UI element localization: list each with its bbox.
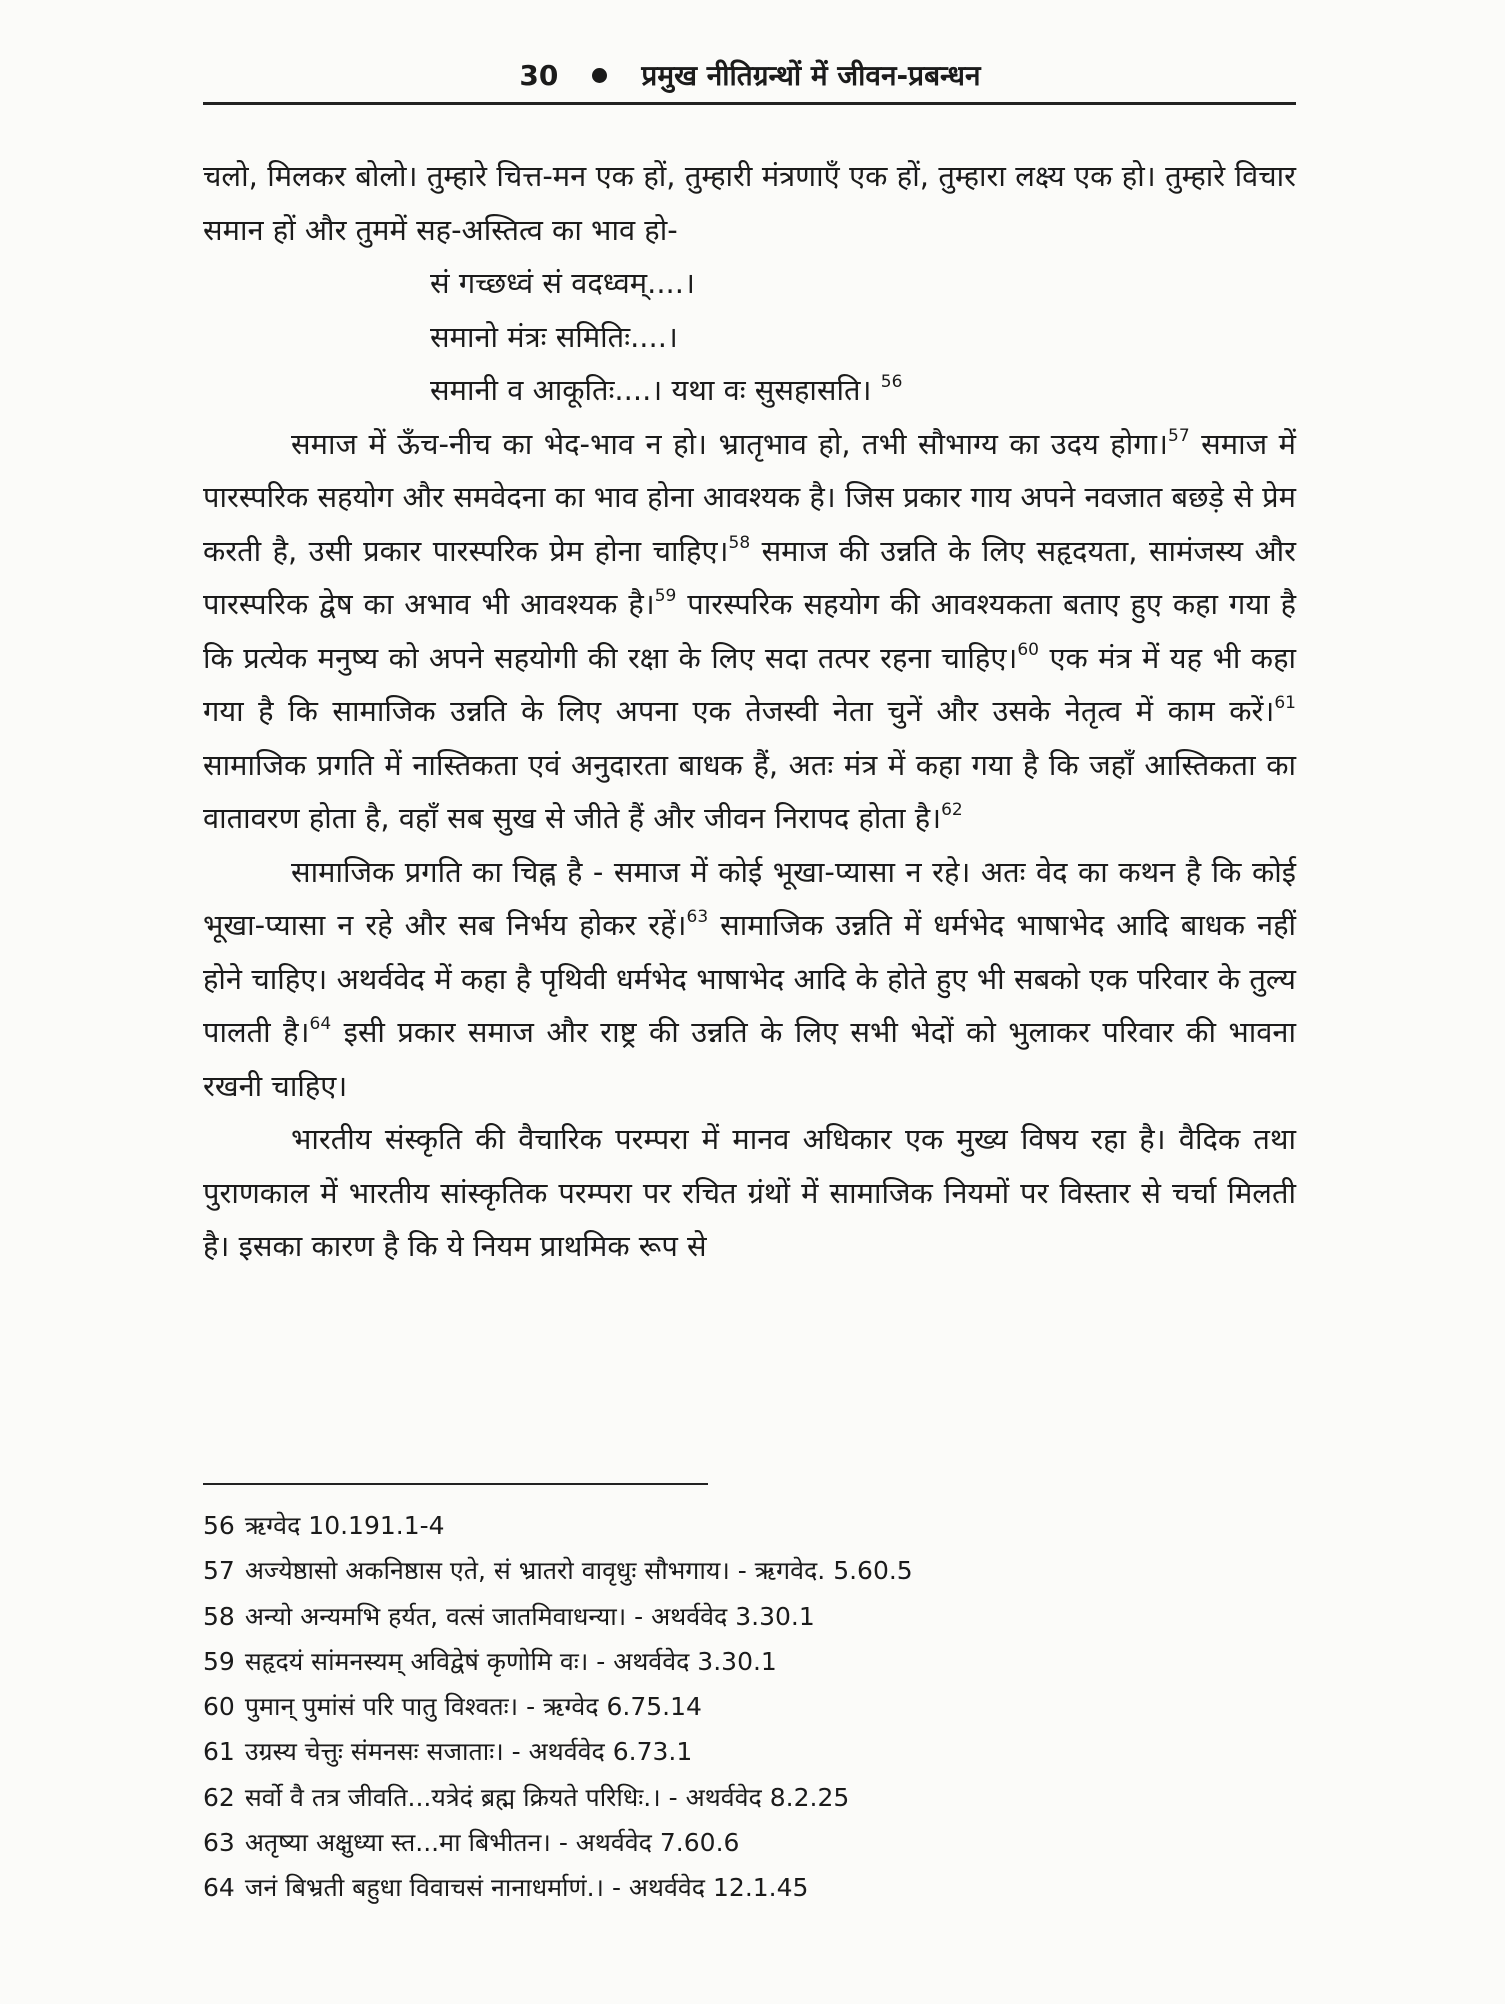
footnote: 59 सहृदयं सांमनस्यम् अविद्वेषं कृणोमि वः। - अथर्ववेद 3.30.1 xyxy=(203,1646,777,1676)
footnote-ref-58: 58 xyxy=(728,532,751,553)
paragraph-3: सामाजिक प्रगति का चिह्न है - समाज में कोई भूखा-प्यासा न रहे। अतः वेद का कथन है कि कोई भूखा-प्यासा न रहे और सब निर्भय होकर रहें।$^{63}$ सामाजिक उन्नति में धर्मभेद भाषाभेद आदि बाधक नहीं होने चाहिए। अथर्ववेद में कहा है पृथिवी धर्मभेद भाषाभेद आदि के होते हुए भी सबको एक परिवार के तुल्य पालती है।$^{64}$ इसी प्रकार समाज और राष्ट्र की उन्नति के लिए सभी भेदों को भुलाकर परिवार की भावना रखनी चाहिए। xyxy=(203,854,1297,1103)
paragraph-1: चलो, मिलकर बोलो। तुम्हारे चित्त-मन एक हों, तुम्हारी मंत्रणाएँ एक हों, तुम्हारा लक्ष्य एक हो। तुम्हारे विचार समान हों और तुममें सह-अस्तित्व का भाव हो- xyxy=(203,159,1296,247)
footnote: 62 सर्वो वै तत्र जीवति...यत्रेदं ब्रह्म क्रियते परिधिः.। - अथर्ववेद 8.2.25 xyxy=(203,1782,850,1812)
footnote-ref-62: 62 xyxy=(941,800,963,820)
bullet-dot xyxy=(592,68,607,83)
verse-line-3-text: समानी व आकूतिः....। यथा वः सुसहासति। xyxy=(430,373,872,407)
footnote: 61 उग्रस्य चेत्तुः संमनसः सजाताः। - अथर्ववेद 6.73.1 xyxy=(203,1737,693,1767)
footnote-ref-56: 56 xyxy=(880,372,903,392)
footnote-ref-57: 57 xyxy=(1168,425,1190,446)
paragraph-2: समाज में ऊँच-नीच का भेद-भाव न हो। भ्रातृभाव हो, तभी सौभाग्य का उदय होगा।$^{57}$ समाज में पारस्परिक सहयोग और समवेदना का भाव होना आवश्यक है। जिस प्रकार गाय अपने नवजात बछड़े से प्रेम करती है, उसी प्रकार पारस्परिक प्रेम होना चाहिए।$^{58}$ समाज की उन्नति के लिए सहृदयता, सामंजस्य और पारस्परिक द्वेष का अभाव भी आवश्यक है।$^{59}$ पारस्परिक सहयोग की आवश्यकता बताए हुए कहा गया है कि प्रत्येक मनुष्य को अपने सहयोगी की रक्षा के लिए सदा तत्पर रहना चाहिए।$^{60}$ एक मंत्र में यह भी कहा गया है कि सामाजिक उन्नति के लिए अपना एक तेजस्वी नेता चुनें और उसके नेतृत्व में काम करें।$^{61}$ सामाजिक प्रगति में नास्तिकता एवं अनुदारता बाधक हैं, अतः मंत्र में कहा गया है कि जहाँ आस्तिकता का वातावरण होता है, वहाँ सब सुख से जीते हैं और जीवन निरापद होता है।$^{62}$ xyxy=(203,425,1297,835)
verse-line-3 xyxy=(203,364,1296,418)
header-rule xyxy=(203,102,1296,105)
footnotes xyxy=(203,1503,1296,1911)
footnote: 57 अज्येष्ठासो अकनिष्ठास एते, सं भ्रातरो वावृधुः सौभगाय। - ऋगवेद. 5.60.5 xyxy=(203,1556,913,1586)
paragraph-4: भारतीय संस्कृति की वैचारिक परम्परा में मानव अधिकार एक मुख्य विषय रहा है। वैदिक तथा पुराणकाल में भारतीय सांस्कृतिक परम्परा पर रचित ग्रंथों में सामाजिक नियमों पर विस्तार से चर्चा मिलती है। इसका कारण है कि ये नियम प्राथमिक रूप से xyxy=(203,1122,1296,1263)
footnote: 60 पुमान् पुमांसं परि पातु विश्वतः। - ऋग्वेद 6.75.14 xyxy=(203,1692,702,1722)
footnote: 56 ऋग्वेद 10.191.1-4 xyxy=(203,1511,445,1540)
footnote: 63 अतृष्या अक्षुध्या स्त...मा बिभीतन। - अथर्ववेद 7.60.6 xyxy=(203,1828,740,1858)
footnote-rule xyxy=(203,1483,708,1485)
footnote: 64 जनं बिभ्रती बहुधा विवाचसं नानाधर्माणं.। - अथर्ववेद 12.1.45 xyxy=(203,1873,809,1903)
footnote-ref-59: 59 xyxy=(654,586,677,606)
footnote-ref-63: 63 xyxy=(686,907,709,927)
running-title: प्रमुख नीतिग्रन्थों में जीवन-प्रबन्धन xyxy=(641,59,981,92)
verse-line-1: सं गच्छध्वं सं वदध्वम्....। xyxy=(430,266,695,300)
footnote: 58 अन्यो अन्यमभि हर्यत, वत्सं जातमिवाधन्या। - अथर्ववेद 3.30.1 xyxy=(203,1601,815,1631)
running-header xyxy=(200,50,1300,100)
footnote-ref-60: 60 xyxy=(1017,639,1039,660)
verse-line-2: समानो मंत्रः समितिः....। xyxy=(430,319,678,354)
footnote-ref-64: 64 xyxy=(309,1014,332,1034)
page-number: 30 xyxy=(519,58,559,92)
body-text xyxy=(203,150,1296,1274)
footnote-ref-61: 61 xyxy=(1274,693,1296,713)
